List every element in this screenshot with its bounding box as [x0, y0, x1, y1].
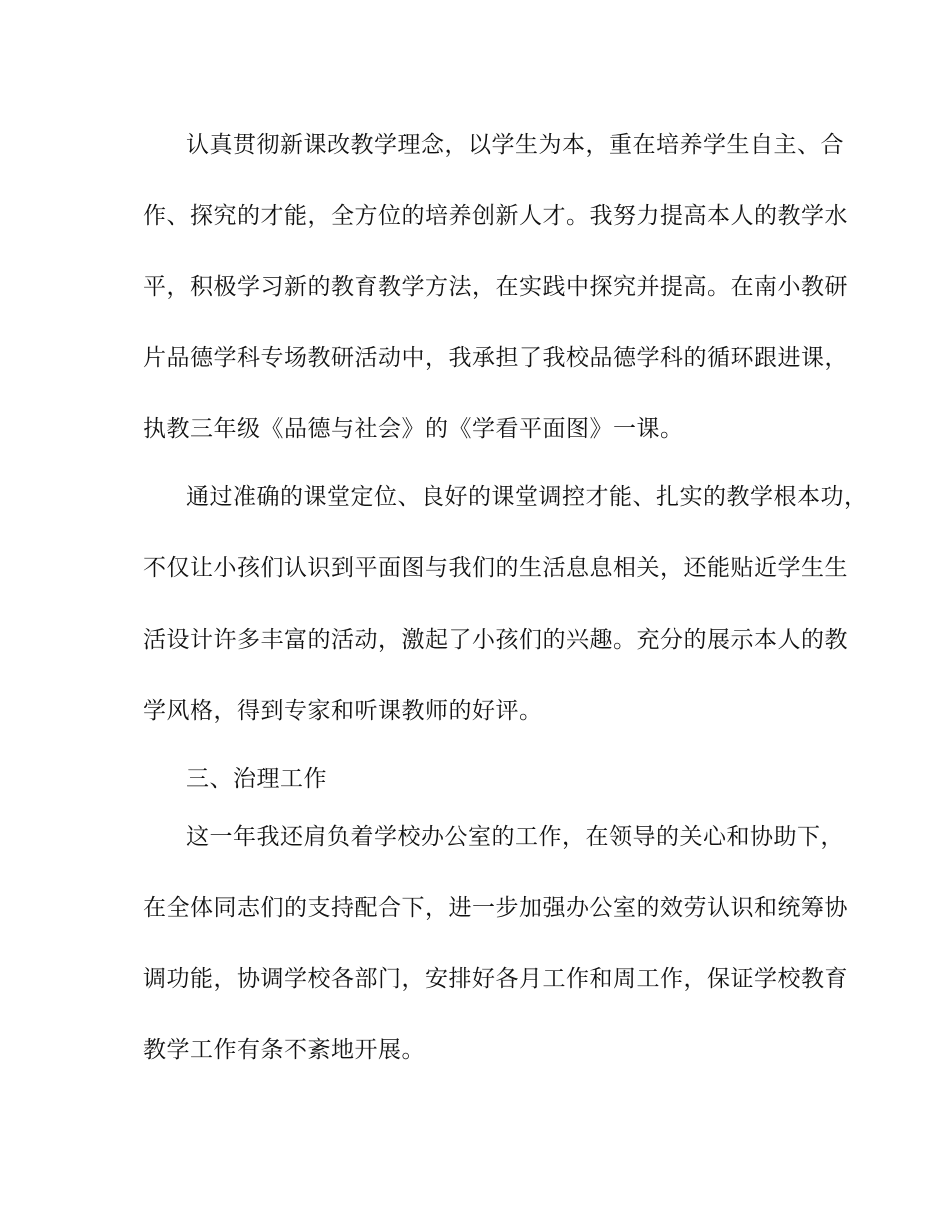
paragraph-1-line-5: 执教三年级《品德与社会》的《学看平面图》一课。 [143, 416, 684, 442]
paragraph-1-line-3: 平，积极学习新的教育教学方法，在实践中探究并提高。在南小教研 [143, 274, 848, 300]
paragraph-1-line-4: 片品德学科专场教研活动中，我承担了我校品德学科的循环跟进课， [143, 345, 848, 371]
paragraph-2-line-2: 不仅让小孩们认识到平面图与我们的生活息息相关，还能贴近学生生 [143, 555, 848, 581]
paragraph-3-line-3: 调功能，协调学校各部门，安排好各月工作和周工作，保证学校教育 [143, 966, 848, 992]
paragraph-2-line-1: 通过准确的课堂定位、良好的课堂调控才能、扎实的教学根本功， [186, 484, 868, 510]
paragraph-2-line-3: 活设计许多丰富的活动，激起了小孩们的兴趣。充分的展示本人的教 [143, 627, 848, 653]
paragraph-3-line-1: 这一年我还肩负着学校办公室的工作，在领导的关心和协助下， [186, 824, 844, 850]
section-heading: 三、治理工作 [186, 766, 327, 792]
paragraph-1-line-2: 作、探究的才能，全方位的培养创新人才。我努力提高本人的教学水 [143, 203, 848, 229]
paragraph-2-line-4: 学风格，得到专家和听课教师的好评。 [143, 698, 543, 724]
paragraph-1-line-1: 认真贯彻新课改教学理念，以学生为本，重在培养学生自主、合 [186, 132, 844, 158]
paragraph-3-line-2: 在全体同志们的支持配合下，进一步加强办公室的效劳认识和统筹协 [143, 895, 848, 921]
paragraph-3-line-4: 教学工作有条不紊地开展。 [143, 1037, 425, 1063]
